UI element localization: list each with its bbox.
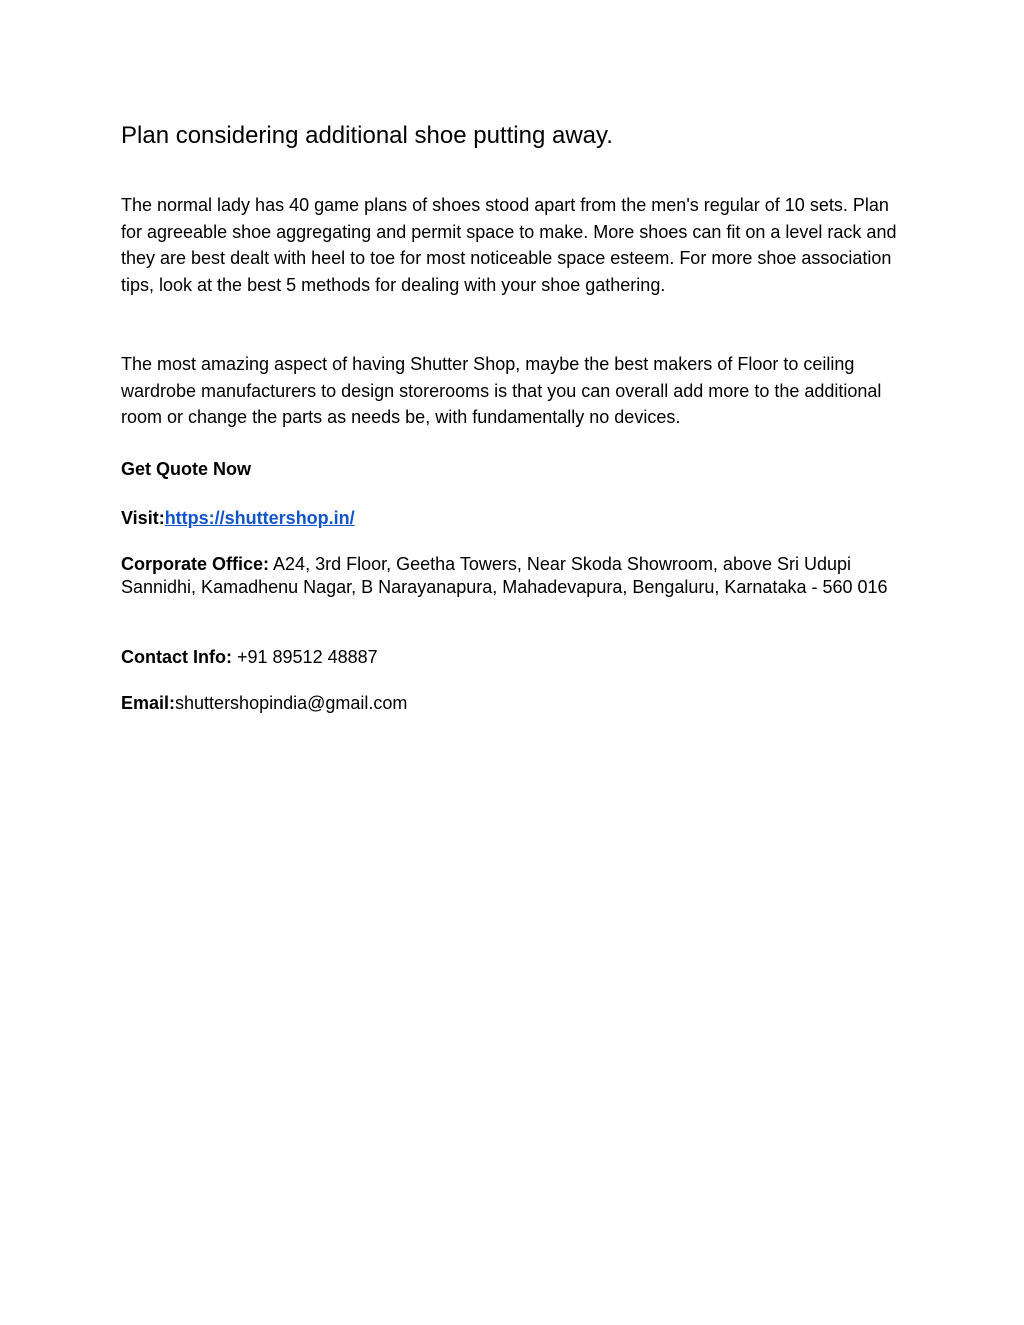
website-link[interactable]: https://shuttershop.in/: [164, 508, 355, 528]
paragraph-shutter-shop: The most amazing aspect of having Shutter Shop, maybe the best makers of Floor to ceiling wardrobe manufacturers to design storerooms is that you can overall add more to the additional room or change the parts as needs be, with fundamentally no devices.: [121, 354, 882, 427]
document-title: Plan considering additional shoe putting away.: [121, 122, 613, 149]
email-address: shuttershopindia@gmail.com: [175, 693, 408, 713]
email-line: [121, 692, 911, 715]
contact-phone: +91 89512 48887: [231, 647, 378, 667]
visit-label: Visit:: [121, 508, 165, 528]
email-label: Email:: [121, 693, 176, 713]
paragraph-shoe-storage: The normal lady has 40 game plans of shoes stood apart from the men's regular of 10 sets. Plan for agreeable shoe aggregating and permit space to make. More shoes can fit on a level rack and they are best dealt with heel to toe for most noticeable space esteem. For more shoe association tips, look at the best 5 methods for dealing with your shoe gathering.: [121, 195, 897, 295]
get-quote-heading: Get Quote Now: [121, 459, 251, 479]
contact-info-line: [121, 646, 911, 669]
corporate-office-address: A24, 3rd Floor, Geetha Towers, Near Skoda Showroom, above Sri Udupi Sannidhi, Kamadhenu Nagar, B Narayanapura, Mahadevapura, Bengaluru, Karnataka - 560 016: [121, 554, 888, 597]
contact-info-label: Contact Info:: [121, 647, 232, 667]
corporate-office-line: [121, 553, 911, 599]
visit-line: [121, 507, 911, 530]
corporate-office-label: Corporate Office:: [121, 554, 270, 574]
